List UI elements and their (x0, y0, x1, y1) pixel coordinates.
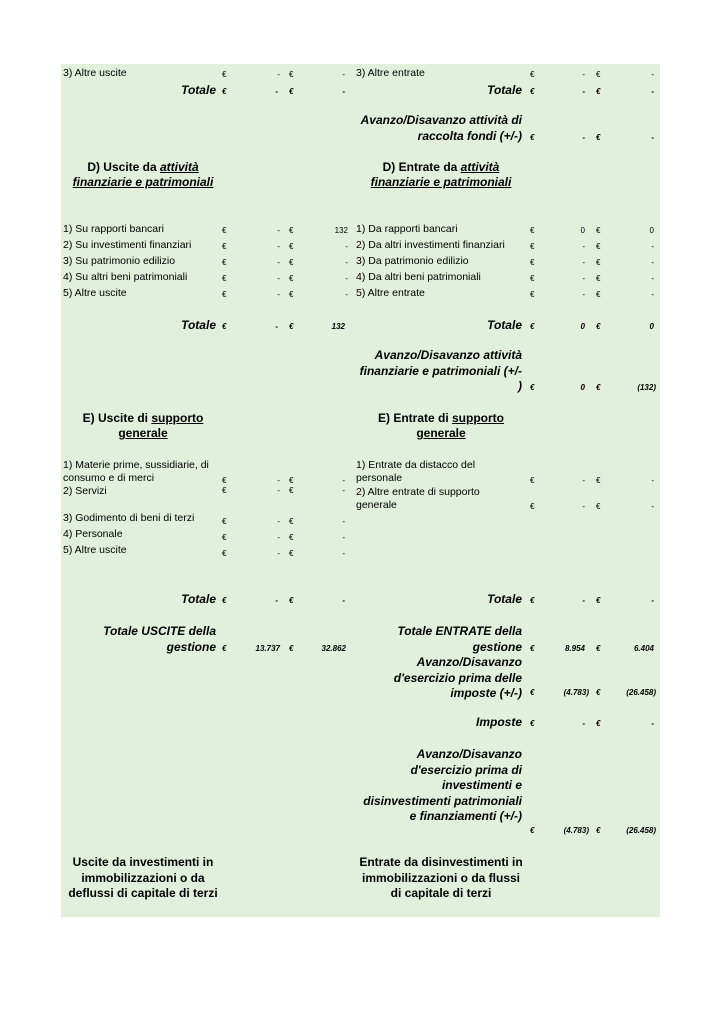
row-label: 4) Da altri beni patrimoniali (356, 271, 481, 283)
cell-value: - (345, 258, 348, 267)
currency-symbol: € (289, 549, 294, 558)
currency-symbol: € (596, 383, 601, 392)
avanzo-finanziarie-label: Avanzo/Disavanzo attività finanziarie e patrimoniali (+/- ) (359, 348, 522, 393)
total-value: 6.404 (633, 644, 654, 653)
currency-symbol: € (289, 258, 294, 267)
cell-value: 0 (649, 226, 654, 235)
total-value: - (275, 322, 278, 331)
total-value: 13.737 (255, 644, 280, 653)
cell-value: - (277, 476, 280, 485)
cell-value: - (277, 70, 280, 79)
cell-value: - (277, 226, 280, 235)
row-label: 1) Materie prime, sussidiarie, di consumo e di merci (63, 459, 209, 484)
cell-value: - (651, 242, 654, 251)
currency-symbol: € (222, 549, 227, 558)
cell-value: - (582, 476, 585, 485)
currency-symbol: € (222, 644, 227, 653)
row-label: 4) Su altri beni patrimoniali (63, 271, 188, 283)
currency-symbol: € (222, 242, 227, 251)
cell-value: - (277, 486, 280, 495)
cell-value: - (342, 517, 345, 526)
section-d-inflow-title: D) Entrate da attività finanziarie e patrimoniali (370, 160, 512, 189)
total-label: Totale (487, 592, 522, 606)
cell-value: - (582, 242, 585, 251)
cell-value: - (342, 486, 345, 495)
currency-symbol: € (596, 133, 601, 142)
row-label: 3) Su patrimonio edilizio (63, 255, 176, 267)
currency-symbol: € (596, 596, 601, 605)
cell-value: 0 (580, 226, 585, 235)
cell-value: 132 (334, 226, 348, 235)
cell-value: - (342, 533, 345, 542)
currency-symbol: € (596, 87, 601, 96)
currency-symbol: € (596, 688, 601, 697)
section-e-outflow-title: E) Uscite di supporto generale (82, 411, 204, 440)
total-value: (26.458) (626, 826, 656, 835)
currency-symbol: € (222, 486, 227, 495)
row-label: 4) Personale (63, 528, 123, 540)
avanzo-prima-imposte-label: Avanzo/Disavanzo d'esercizio prima delle imposte (+/-) (393, 655, 522, 700)
cell-value: - (651, 290, 654, 299)
total-value: (132) (637, 383, 656, 392)
currency-symbol: € (530, 383, 535, 392)
total-value: - (582, 87, 585, 96)
cell-value: - (277, 533, 280, 542)
cell-value: - (582, 258, 585, 267)
cell-value: - (582, 290, 585, 299)
uscite-investimenti-title: Uscite da investimenti in immobilizzazioni o da deflussi di capitale di terzi (68, 855, 218, 900)
currency-symbol: € (530, 290, 535, 299)
cell-value: - (342, 476, 345, 485)
row-label: 2) Da altri investimenti finanziari (356, 239, 505, 251)
total-label: Totale (181, 318, 216, 332)
currency-symbol: € (530, 87, 535, 96)
total-value: (26.458) (626, 688, 656, 697)
total-value: - (651, 596, 654, 605)
total-value: - (651, 87, 654, 96)
cell-value: - (277, 517, 280, 526)
row-label: 3) Da patrimonio edilizio (356, 255, 469, 267)
currency-symbol: € (222, 533, 227, 542)
total-value: 132 (331, 322, 345, 331)
totale-entrate-label: Totale ENTRATE della gestione (397, 624, 522, 654)
currency-symbol: € (222, 258, 227, 267)
row-label: 1) Su rapporti bancari (63, 223, 164, 235)
avanzo-raccolta-fondi-label: Avanzo/Disavanzo attività di raccolta fondi (+/-) (360, 113, 522, 143)
currency-symbol: € (289, 486, 294, 495)
currency-symbol: € (222, 322, 227, 331)
currency-symbol: € (530, 502, 535, 511)
currency-symbol: € (222, 70, 227, 79)
currency-symbol: € (289, 290, 294, 299)
imposte-label: Imposte (475, 715, 522, 729)
currency-symbol: € (289, 644, 294, 653)
currency-symbol: € (289, 476, 294, 485)
row-label: 3) Altre uscite (63, 67, 127, 79)
currency-symbol: € (222, 290, 227, 299)
cell-value: - (277, 258, 280, 267)
total-value: - (582, 719, 585, 728)
cell-value: - (277, 274, 280, 283)
currency-symbol: € (530, 644, 535, 653)
total-label: Totale (487, 318, 522, 332)
currency-symbol: € (596, 644, 601, 653)
entrate-disinvestimenti-title: Entrate da disinvestimenti in immobilizzazioni o da flussi di capitale di terzi (359, 855, 523, 900)
row-label: 2) Altre entrate di supporto generale (356, 486, 480, 511)
currency-symbol: € (530, 688, 535, 697)
row-label: 3) Altre entrate (356, 67, 425, 79)
total-label: Totale (487, 83, 522, 97)
total-value: 0 (580, 383, 585, 392)
row-label: 1) Da rapporti bancari (356, 223, 458, 235)
total-value: - (651, 719, 654, 728)
cell-value: - (277, 290, 280, 299)
total-value: 32.862 (321, 644, 346, 653)
currency-symbol: € (530, 133, 535, 142)
currency-symbol: € (530, 274, 535, 283)
currency-symbol: € (530, 596, 535, 605)
currency-symbol: € (530, 258, 535, 267)
currency-symbol: € (596, 476, 601, 485)
cell-value: - (651, 258, 654, 267)
row-label: 5) Altre uscite (63, 287, 127, 299)
currency-symbol: € (596, 242, 601, 251)
row-label: 1) Entrate da distacco del personale (356, 459, 476, 484)
cell-value: - (342, 549, 345, 558)
cell-value: - (277, 549, 280, 558)
total-value: - (275, 87, 278, 96)
currency-symbol: € (596, 226, 601, 235)
total-value: - (651, 133, 654, 142)
currency-symbol: € (530, 476, 535, 485)
currency-symbol: € (530, 70, 535, 79)
currency-symbol: € (289, 274, 294, 283)
totale-uscite-label: Totale USCITE della gestione (103, 624, 216, 654)
currency-symbol: € (596, 502, 601, 511)
currency-symbol: € (596, 322, 601, 331)
row-label: 5) Altre uscite (63, 544, 127, 556)
currency-symbol: € (222, 274, 227, 283)
currency-symbol: € (289, 242, 294, 251)
row-label: 3) Godimento di beni di terzi (63, 512, 195, 524)
cell-value: - (651, 502, 654, 511)
cell-value: - (345, 290, 348, 299)
total-value: - (582, 133, 585, 142)
currency-symbol: € (596, 826, 601, 835)
currency-symbol: € (530, 826, 535, 835)
section-d-outflow-title: D) Uscite da attività finanziarie e patrimoniali (72, 160, 214, 189)
currency-symbol: € (530, 719, 535, 728)
currency-symbol: € (222, 87, 227, 96)
cell-value: - (651, 70, 654, 79)
currency-symbol: € (289, 87, 294, 96)
currency-symbol: € (596, 70, 601, 79)
currency-symbol: € (289, 517, 294, 526)
section-e-inflow-title: E) Entrate di supporto generale (377, 411, 504, 440)
currency-symbol: € (596, 274, 601, 283)
currency-symbol: € (222, 517, 227, 526)
row-label: 2) Su investimenti finanziari (63, 239, 192, 251)
currency-symbol: € (289, 533, 294, 542)
total-value: - (342, 596, 345, 605)
cell-value: - (345, 242, 348, 251)
avanzo-prima-investimenti-label: Avanzo/Disavanzo d'esercizio prima di investimenti e disinvestimenti patrimoniali e finanziamenti (+/-) (363, 747, 522, 823)
total-label: Totale (181, 592, 216, 606)
total-value: 0 (580, 322, 585, 331)
currency-symbol: € (530, 322, 535, 331)
currency-symbol: € (289, 322, 294, 331)
cell-value: - (277, 242, 280, 251)
row-label: 2) Servizi (63, 485, 107, 497)
currency-symbol: € (222, 476, 227, 485)
cell-value: - (651, 476, 654, 485)
currency-symbol: € (289, 226, 294, 235)
currency-symbol: € (596, 258, 601, 267)
row-label: 5) Altre entrate (356, 287, 425, 299)
total-value: 0 (649, 322, 654, 331)
total-value: - (275, 596, 278, 605)
currency-symbol: € (596, 290, 601, 299)
total-value: (4.783) (563, 688, 589, 697)
currency-symbol: € (222, 596, 227, 605)
total-label: Totale (181, 83, 216, 97)
cell-value: - (582, 274, 585, 283)
currency-symbol: € (530, 226, 535, 235)
total-value: 8.954 (564, 644, 585, 653)
currency-symbol: € (289, 596, 294, 605)
cell-value: - (582, 70, 585, 79)
total-value: (4.783) (563, 826, 589, 835)
currency-symbol: € (596, 719, 601, 728)
total-value: - (342, 87, 345, 96)
cell-value: - (342, 70, 345, 79)
currency-symbol: € (530, 242, 535, 251)
total-value: - (582, 596, 585, 605)
cell-value: - (345, 274, 348, 283)
cell-value: - (651, 274, 654, 283)
currency-symbol: € (222, 226, 227, 235)
cell-value: - (582, 502, 585, 511)
currency-symbol: € (289, 70, 294, 79)
